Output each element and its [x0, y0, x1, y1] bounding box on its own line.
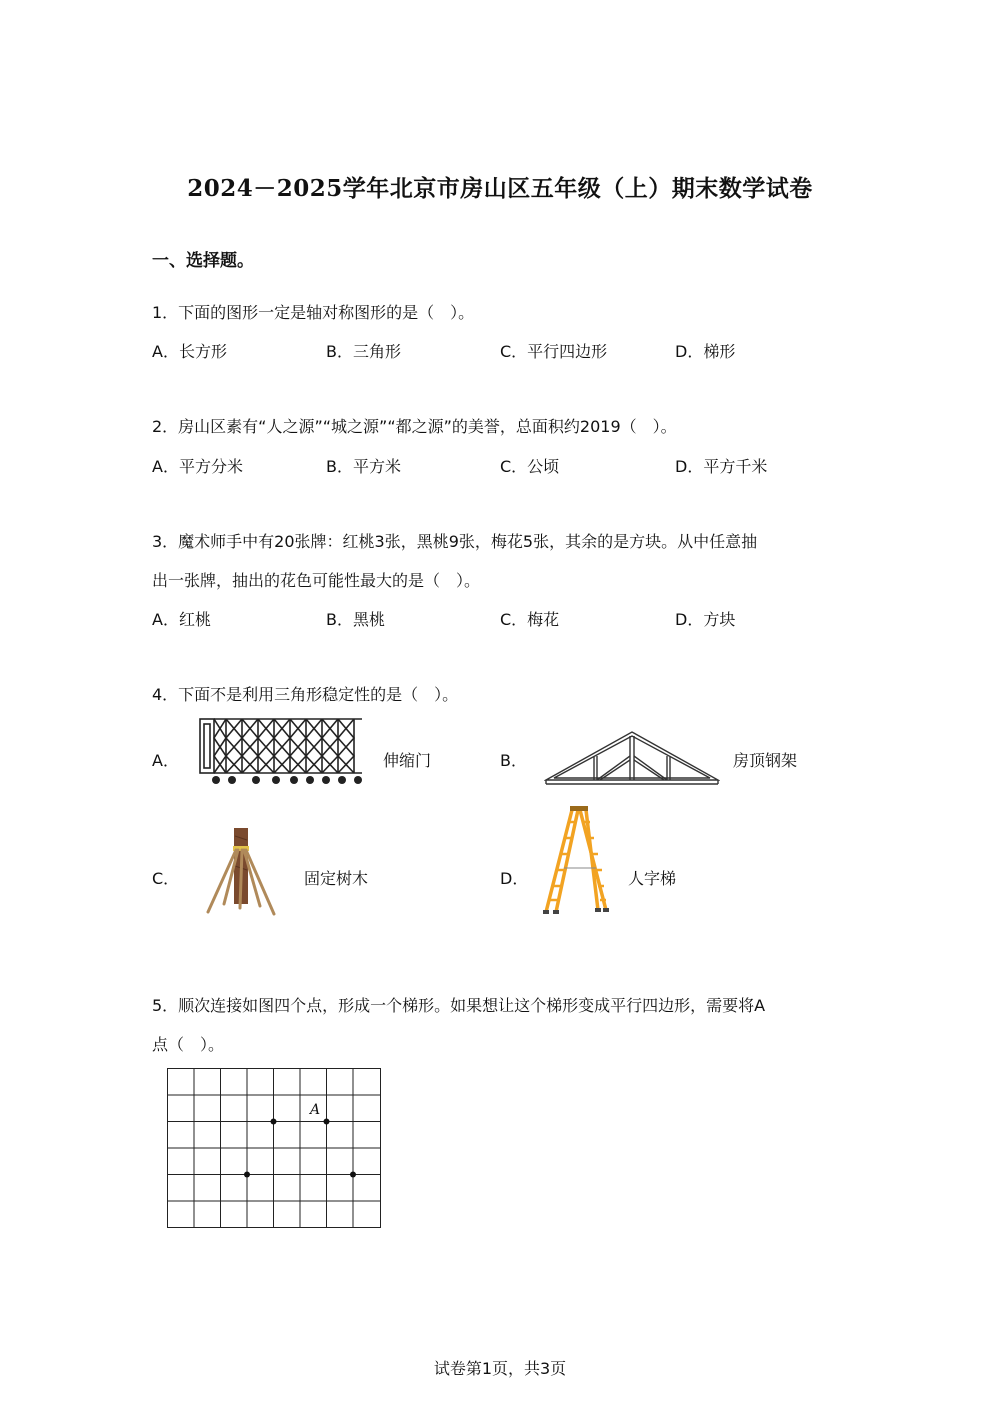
folding-gate-icon: [198, 716, 368, 788]
q2-option-d[interactable]: D．平方千米: [675, 457, 768, 476]
q3-option-a[interactable]: A．红桃: [152, 610, 211, 629]
q1-option-b[interactable]: B．三角形: [326, 342, 401, 361]
q4-option-b[interactable]: B．: [500, 751, 527, 770]
q4-caption-b: 房顶钢架: [733, 751, 798, 770]
q4-caption-c: 固定树木: [304, 869, 369, 888]
section-heading: 一、选择题。: [152, 251, 254, 271]
roof-truss-icon: [544, 730, 720, 788]
tree-support-icon: [204, 826, 280, 918]
q1-option-c[interactable]: C．平行四边形: [500, 342, 608, 361]
question-1-text: 1．下面的图形一定是轴对称图形的是（ ）。: [152, 303, 475, 322]
question-2-text: 2．房山区素有“人之源”“城之源”“都之源”的美誉，总面积约2019（ ）。: [152, 417, 677, 436]
q2-option-a[interactable]: A．平方分米: [152, 457, 243, 476]
question-5-text-line2: 点（ ）。: [152, 1035, 225, 1054]
q3-option-c[interactable]: C．梅花: [500, 610, 560, 629]
q1-option-d[interactable]: D．梯形: [675, 342, 736, 361]
q4-option-a[interactable]: A．: [152, 751, 179, 770]
q1-option-a[interactable]: A．长方形: [152, 342, 227, 361]
question-3-text-line2: 出一张牌，抽出的花色可能性最大的是（ ）。: [152, 571, 481, 590]
q4-caption-d: 人字梯: [628, 869, 677, 888]
q4-option-c[interactable]: C．: [152, 869, 180, 888]
page-title: 2024－2025学年北京市房山区五年级（上）期末数学试卷: [187, 175, 813, 202]
dot-grid-figure: [166, 1067, 384, 1231]
q3-option-d[interactable]: D．方块: [675, 610, 736, 629]
question-3-text-line1: 3．魔术师手中有20张牌：红桃3张，黑桃9张，梅花5张，其余的是方块。从中任意抽: [152, 532, 758, 551]
step-ladder-icon: [542, 806, 612, 918]
page-footer: 试卷第1页，共3页: [433, 1359, 567, 1378]
q4-caption-a: 伸缩门: [383, 751, 432, 770]
question-4-text: 4．下面不是利用三角形稳定性的是（ ）。: [152, 685, 459, 704]
q3-option-b[interactable]: B．黑桃: [326, 610, 385, 629]
point-a-label: A: [310, 1102, 321, 1118]
question-5-text-line1: 5．顺次连接如图四个点，形成一个梯形。如果想让这个梯形变成平行四边形，需要将A: [152, 996, 766, 1015]
q2-option-b[interactable]: B．平方米: [326, 457, 401, 476]
q2-option-c[interactable]: C．公顷: [500, 457, 560, 476]
q4-option-d[interactable]: D．: [500, 869, 529, 888]
